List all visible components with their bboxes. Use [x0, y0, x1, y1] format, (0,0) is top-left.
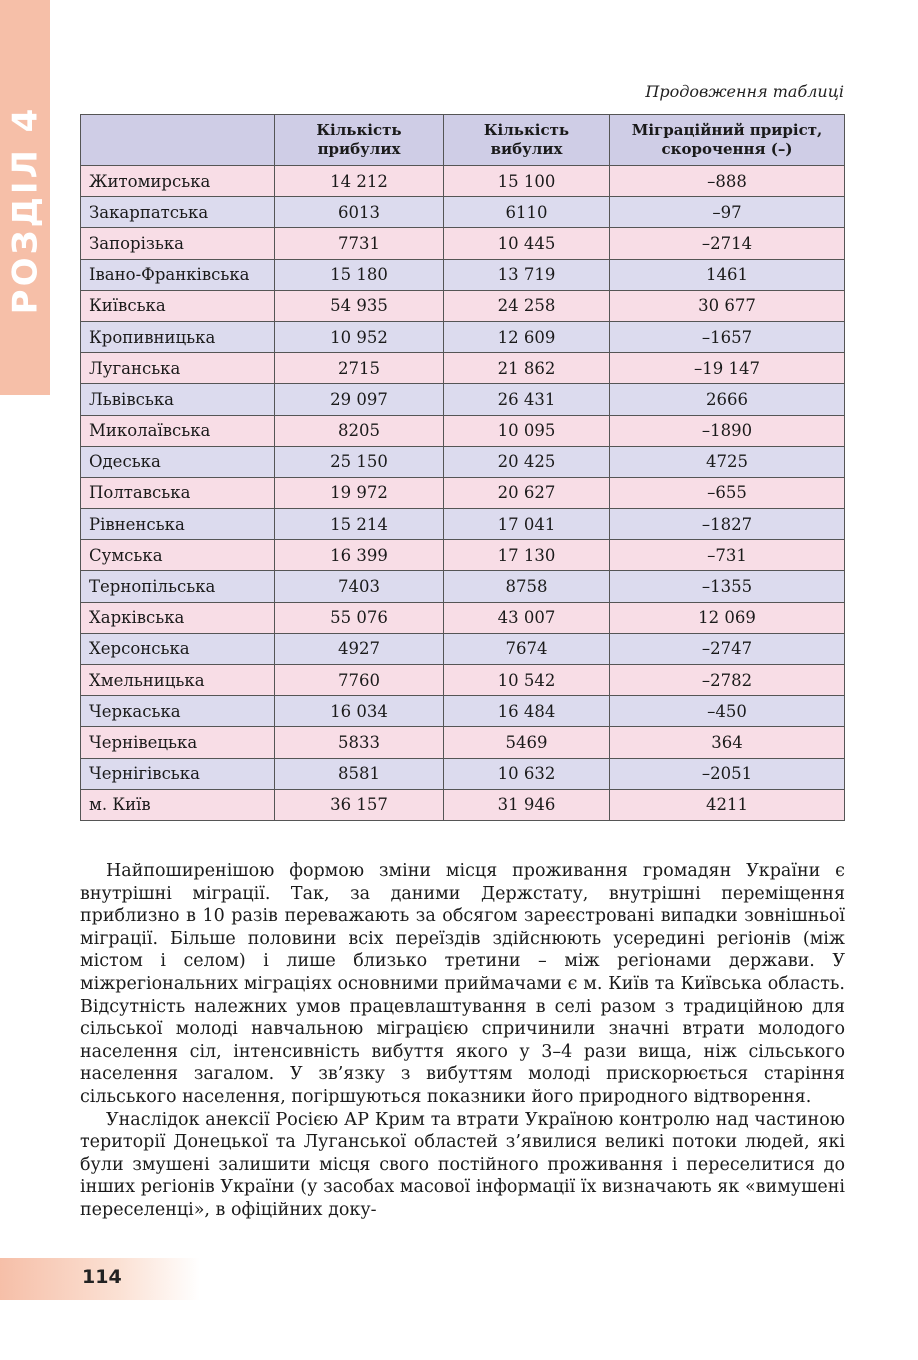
cell-migration-balance: –2747 [610, 633, 845, 664]
table-body [81, 166, 845, 821]
table-row [81, 571, 845, 602]
page-number: 114 [82, 1266, 122, 1288]
cell-arrived: 19 972 [275, 477, 444, 508]
cell-region: Закарпатська [81, 197, 275, 228]
table-row [81, 228, 845, 259]
table-row [81, 477, 845, 508]
table-row [81, 696, 845, 727]
cell-migration-balance: 12 069 [610, 602, 845, 633]
table-row [81, 259, 845, 290]
cell-departed: 17 041 [444, 509, 610, 540]
cell-migration-balance: 4725 [610, 446, 845, 477]
cell-migration-balance: –19 147 [610, 353, 845, 384]
cell-region: Рівненська [81, 509, 275, 540]
cell-region: Чернівецька [81, 727, 275, 758]
cell-region: Івано-Франківська [81, 259, 275, 290]
table-row [81, 758, 845, 789]
cell-migration-balance: –731 [610, 540, 845, 571]
table-row [81, 166, 845, 197]
cell-departed: 31 946 [444, 789, 610, 820]
cell-departed: 5469 [444, 727, 610, 758]
cell-migration-balance: –2782 [610, 665, 845, 696]
cell-region: Одеська [81, 446, 275, 477]
cell-arrived: 16 399 [275, 540, 444, 571]
cell-departed: 43 007 [444, 602, 610, 633]
cell-migration-balance: –1827 [610, 509, 845, 540]
header-migration-balance: Міграційний приріст, скорочення (–) [610, 115, 845, 166]
table-row [81, 727, 845, 758]
cell-arrived: 8205 [275, 415, 444, 446]
chapter-label-text: РОЗДІЛ 4 [5, 105, 45, 315]
cell-arrived: 14 212 [275, 166, 444, 197]
cell-region: Полтавська [81, 477, 275, 508]
cell-departed: 21 862 [444, 353, 610, 384]
cell-region: Житомирська [81, 166, 275, 197]
paragraph: Унаслідок анексії Росією АР Крим та втрати Україною контролю над частиною території Донецької та Луганської областей з’явилися великі потоки людей, які були змушені залишити місця свого постійного проживання і переселитися до інших регіонів України (у засобах масової інформації їх визначають як «вимушені переселенці», в офіційних доку- [80, 1109, 845, 1220]
cell-arrived: 5833 [275, 727, 444, 758]
cell-arrived: 10 952 [275, 321, 444, 352]
cell-region: Херсонська [81, 633, 275, 664]
cell-region: Тернопільська [81, 571, 275, 602]
table-row [81, 540, 845, 571]
cell-arrived: 8581 [275, 758, 444, 789]
cell-region: Запорізька [81, 228, 275, 259]
cell-departed: 10 632 [444, 758, 610, 789]
header-arrived: Кількість прибулих [275, 115, 444, 166]
cell-arrived: 15 214 [275, 509, 444, 540]
cell-region: Сумська [81, 540, 275, 571]
cell-migration-balance: 2666 [610, 384, 845, 415]
chapter-label [2, 100, 48, 320]
table-row [81, 353, 845, 384]
table-row [81, 415, 845, 446]
cell-region: Київська [81, 290, 275, 321]
cell-arrived: 6013 [275, 197, 444, 228]
cell-migration-balance: –2714 [610, 228, 845, 259]
cell-migration-balance: –97 [610, 197, 845, 228]
cell-region: Миколаївська [81, 415, 275, 446]
table-row [81, 321, 845, 352]
cell-region: Харківська [81, 602, 275, 633]
cell-migration-balance: 4211 [610, 789, 845, 820]
cell-arrived: 7760 [275, 665, 444, 696]
cell-migration-balance: –1890 [610, 415, 845, 446]
table-continuation-label: Продовження таблиці [645, 82, 844, 101]
cell-departed: 13 719 [444, 259, 610, 290]
cell-departed: 20 425 [444, 446, 610, 477]
cell-arrived: 16 034 [275, 696, 444, 727]
cell-departed: 24 258 [444, 290, 610, 321]
migration-table [80, 114, 845, 821]
cell-region: Кропивницька [81, 321, 275, 352]
cell-arrived: 29 097 [275, 384, 444, 415]
cell-migration-balance: 30 677 [610, 290, 845, 321]
cell-arrived: 55 076 [275, 602, 444, 633]
cell-region: м. Київ [81, 789, 275, 820]
cell-departed: 20 627 [444, 477, 610, 508]
cell-arrived: 15 180 [275, 259, 444, 290]
cell-region: Луганська [81, 353, 275, 384]
cell-departed: 10 542 [444, 665, 610, 696]
table-row [81, 665, 845, 696]
cell-departed: 12 609 [444, 321, 610, 352]
cell-migration-balance: –1657 [610, 321, 845, 352]
cell-migration-balance: 364 [610, 727, 845, 758]
cell-departed: 16 484 [444, 696, 610, 727]
cell-region: Львівська [81, 384, 275, 415]
cell-arrived: 7731 [275, 228, 444, 259]
table-row [81, 384, 845, 415]
table-row [81, 509, 845, 540]
table-row [81, 446, 845, 477]
cell-departed: 6110 [444, 197, 610, 228]
header-region [81, 115, 275, 166]
body-text [80, 860, 845, 1222]
table-row [81, 197, 845, 228]
cell-departed: 10 095 [444, 415, 610, 446]
table-row [81, 290, 845, 321]
cell-departed: 7674 [444, 633, 610, 664]
cell-arrived: 25 150 [275, 446, 444, 477]
cell-arrived: 2715 [275, 353, 444, 384]
cell-arrived: 4927 [275, 633, 444, 664]
cell-region: Черкаська [81, 696, 275, 727]
table-row [81, 602, 845, 633]
cell-migration-balance: 1461 [610, 259, 845, 290]
cell-migration-balance: –450 [610, 696, 845, 727]
cell-departed: 8758 [444, 571, 610, 602]
cell-departed: 17 130 [444, 540, 610, 571]
cell-departed: 10 445 [444, 228, 610, 259]
cell-region: Хмельницька [81, 665, 275, 696]
table-header-row [81, 115, 845, 166]
cell-migration-balance: –2051 [610, 758, 845, 789]
cell-migration-balance: –888 [610, 166, 845, 197]
cell-arrived: 54 935 [275, 290, 444, 321]
cell-departed: 26 431 [444, 384, 610, 415]
cell-migration-balance: –1355 [610, 571, 845, 602]
cell-arrived: 36 157 [275, 789, 444, 820]
cell-departed: 15 100 [444, 166, 610, 197]
table-row [81, 633, 845, 664]
cell-region: Чернігівська [81, 758, 275, 789]
cell-arrived: 7403 [275, 571, 444, 602]
table-row [81, 789, 845, 820]
paragraph: Найпоширенішою формою зміни місця проживання громадян України є внутрішні міграції. Так, за даними Держстату, внутрішні переміщення приблизно в 10 разів переважають за обсягом зареєстровані випадки зовнішньої міграції. Більше половини всіх переїздів здійснюють усередині регіонів (між містом і селом) і лише близько третини – між регіонами держави. У міжрегіональних міграціях основними приймачами є м. Київ та Київська область. Відсутність належних умов працевлаштування в селі разом з традиційною для сільської молоді навчальною міграцією спричинили значні втрати молодого населення сіл, інтенсивність вибуття якого у 3–4 рази вища, ніж сільського населення загалом. У зв’язку з вибуттям молоді прискорюється старіння сільського населення, погіршуються показники його природного відтворення. [80, 861, 845, 1107]
header-departed: Кількість вибулих [444, 115, 610, 166]
cell-migration-balance: –655 [610, 477, 845, 508]
